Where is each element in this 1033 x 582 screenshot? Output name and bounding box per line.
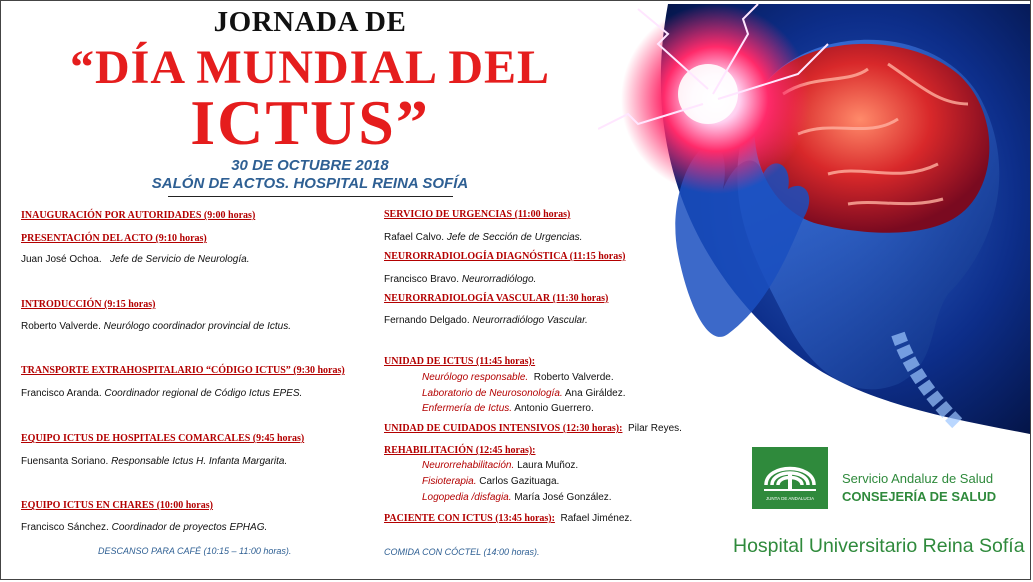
section-header: TRANSPORTE EXTRAHOSPITALARIO “CÓDIGO ICTUS” (9:30 horas)	[21, 365, 345, 376]
speaker-role: Coordinador de proyectos EPHAG.	[111, 522, 268, 533]
section-header: EQUIPO ICTUS DE HOSPITALES COMARCALES (9:45 horas)	[21, 433, 305, 444]
speaker-role: Neurorradiólogo Vascular.	[472, 315, 588, 326]
speaker-name: Francisco Aranda.	[21, 388, 102, 399]
title-line-1: JORNADA DE	[213, 6, 407, 38]
event-venue: SALÓN DE ACTOS. HOSPITAL REINA SOFÍA	[151, 175, 469, 192]
speaker-name: Roberto Valverde.	[533, 372, 614, 383]
speaker-name: Fuensanta Soriano.	[21, 456, 109, 467]
section-header: INAUGURACIÓN POR AUTORIDADES (9:00 horas)	[21, 210, 256, 221]
sas-name: Servicio Andaluz de Salud	[842, 471, 994, 486]
title-divider	[168, 196, 453, 197]
speaker-name: Antonio Guerrero.	[514, 403, 594, 414]
section-header: SERVICIO DE URGENCIAS (11:00 horas)	[384, 209, 571, 220]
speaker-line	[21, 522, 267, 533]
speaker-role: Neurólogo coordinador provincial de Ictus.	[103, 321, 291, 332]
speaker-line	[384, 274, 536, 285]
speaker-role: Fisioterapia.	[422, 476, 477, 487]
speaker-name: Rafael Calvo.	[384, 232, 445, 243]
coffee-break-note: DESCANSO PARA CAFÉ (10:15 – 11:00 horas).	[98, 546, 292, 556]
speaker-line	[422, 372, 614, 383]
title-line-3: ICTUS”	[190, 87, 430, 158]
section-header: PRESENTACIÓN DEL ACTO (9:10 horas)	[21, 233, 207, 244]
speaker-role: Neurorrehabilitación.	[422, 460, 515, 471]
speaker-role: Coordinador regional de Código Ictus EPES.	[104, 388, 303, 399]
speaker-role: Responsable Ictus H. Infanta Margarita.	[111, 456, 288, 467]
section-header: INTRODUCCIÓN (9:15 horas)	[21, 299, 156, 310]
speaker-line	[422, 403, 594, 414]
speaker-role: Jefe de Sección de Urgencias.	[446, 232, 583, 243]
section-header: EQUIPO ICTUS EN CHARES (10:00 horas)	[21, 500, 213, 511]
consejeria-name: CONSEJERÍA DE SALUD	[842, 489, 997, 504]
speaker-name: Rafael Jiménez.	[560, 513, 633, 524]
speaker-name: Carlos Gazituaga.	[479, 476, 560, 487]
speaker-line	[422, 476, 559, 487]
speaker-name: Francisco Sánchez.	[21, 522, 109, 533]
junta-andalucia-logo	[752, 447, 828, 509]
speaker-name: Juan José Ochoa.	[21, 254, 102, 265]
section-header: NEURORRADIOLOGÍA VASCULAR (11:30 horas)	[384, 293, 609, 304]
speaker-name: Roberto Valverde.	[21, 321, 101, 332]
speaker-line	[21, 456, 287, 467]
speaker-name: Francisco Bravo.	[384, 274, 460, 285]
speaker-line	[384, 423, 682, 434]
junta-andalucia-text: JUNTA DE ANDALUCIA	[765, 496, 815, 501]
section-header: UNIDAD DE CUIDADOS INTENSIVOS (12:30 horas):	[384, 423, 623, 434]
event-date: 30 DE OCTUBRE 2018	[231, 157, 389, 174]
speaker-role: Enfermería de Ictus.	[422, 403, 513, 414]
hospital-name: Hospital Universitario Reina Sofía	[733, 535, 1025, 557]
speaker-name: Pilar Reyes.	[628, 423, 682, 434]
section-header: NEURORRADIOLOGÍA DIAGNÓSTICA (11:15 horas)	[384, 251, 626, 262]
lunch-note: COMIDA CON CÓCTEL (14:00 horas).	[384, 547, 540, 557]
speaker-role: Neurólogo responsable.	[422, 372, 529, 383]
section-header: PACIENTE CON ICTUS (13:45 horas):	[384, 513, 555, 524]
brain-illustration	[598, 4, 1030, 450]
speaker-line	[21, 321, 291, 332]
speaker-line	[384, 513, 632, 524]
speaker-line	[384, 232, 582, 243]
speaker-role: Neurorradiólogo.	[461, 274, 537, 285]
speaker-line	[21, 388, 302, 399]
speaker-line	[422, 388, 625, 399]
title-line-2: “DÍA MUNDIAL DEL	[69, 41, 551, 94]
speaker-role: Jefe de Servicio de Neurología.	[109, 254, 250, 265]
speaker-role: Laboratorio de Neurosonología.	[422, 388, 563, 399]
speaker-line	[422, 460, 578, 471]
section-header: REHABILITACIÓN (12:45 horas):	[384, 445, 536, 456]
speaker-name: María José González.	[514, 492, 612, 503]
speaker-role: Logopedia /disfagia.	[422, 492, 512, 503]
speaker-name: Laura Muñoz.	[517, 460, 579, 471]
section-header: UNIDAD DE ICTUS (11:45 horas):	[384, 356, 536, 367]
speaker-name: Ana Giráldez.	[564, 388, 626, 399]
speaker-name: Fernando Delgado.	[384, 315, 470, 326]
speaker-line	[21, 254, 249, 265]
speaker-line	[422, 492, 612, 503]
speaker-line	[384, 315, 588, 326]
